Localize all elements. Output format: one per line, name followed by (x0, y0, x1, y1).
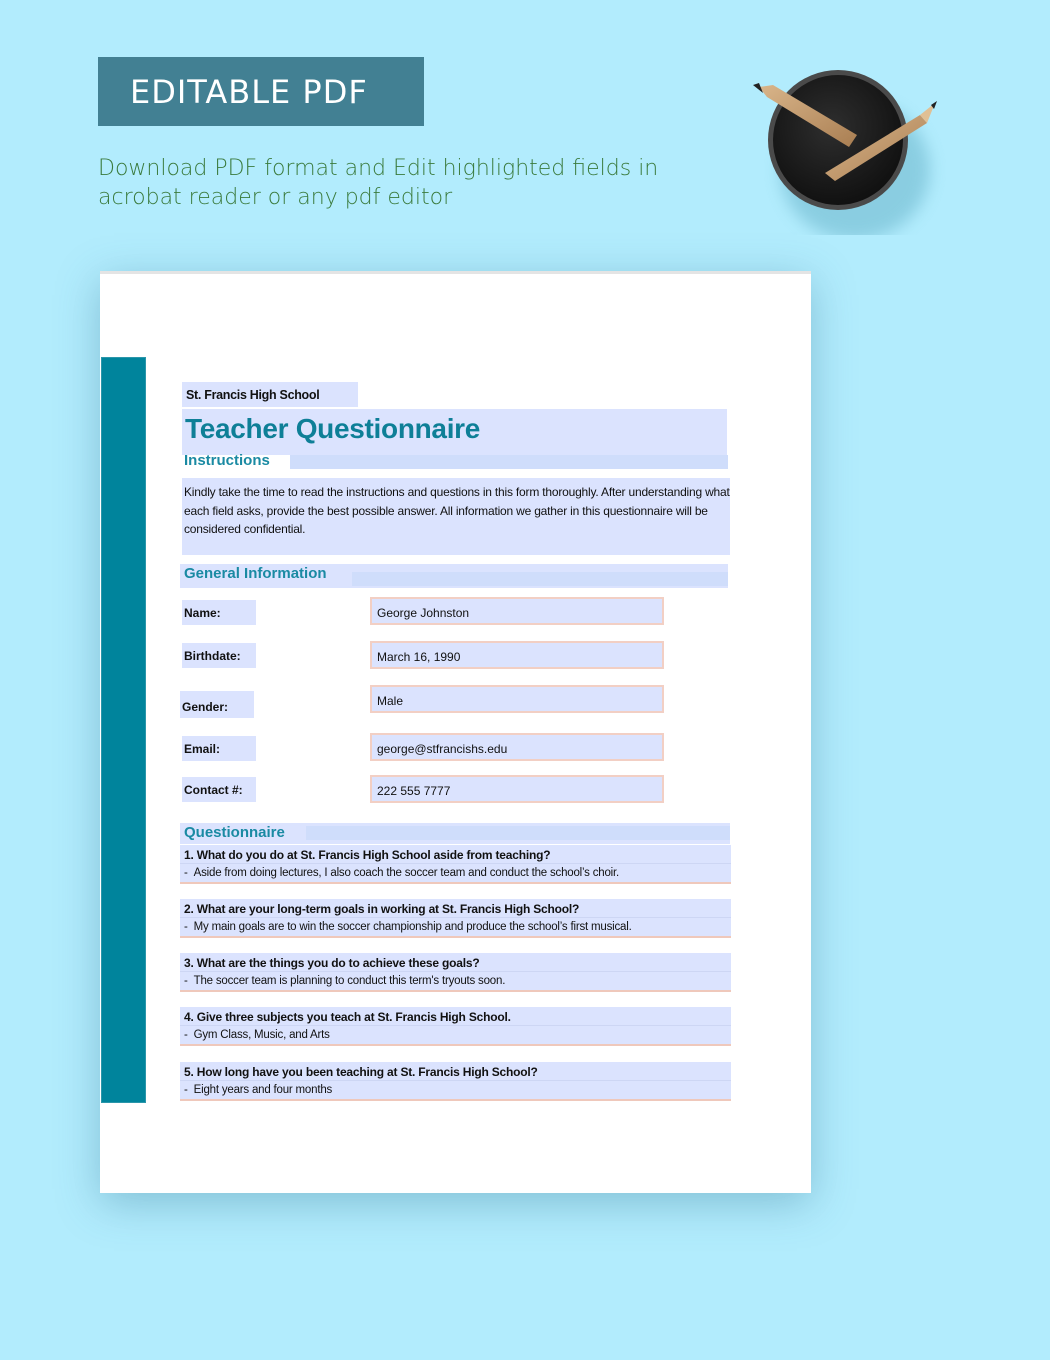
question-text: 3. What are the things you do to achieve these goals? (180, 953, 731, 972)
birthdate-field[interactable]: March 16, 1990 (370, 641, 664, 669)
name-label: Name: (182, 600, 256, 625)
gender-field[interactable]: Male (370, 685, 664, 713)
badge-label: EDITABLE PDF (130, 72, 368, 111)
school-name-field[interactable]: St. Francis High School (182, 382, 358, 407)
question-text: 2. What are your long-term goals in working at St. Francis High School? (180, 899, 731, 918)
instructions-text-field[interactable]: Kindly take the time to read the instructions and questions in this form thoroughly. After understanding what each field asks, provide the best possible answer. All information we gather in this questionnaire will be considered confidential. (182, 478, 730, 555)
answer-dash: - (184, 921, 188, 933)
answer-text: Gym Class, Music, and Arts (193, 1029, 330, 1041)
general-information-heading-label: General Information (184, 565, 327, 582)
document-title[interactable]: Teacher Questionnaire (182, 409, 727, 455)
answer-text: Eight years and four months (193, 1084, 333, 1096)
editable-pdf-badge (98, 57, 424, 126)
question-2 (180, 899, 731, 938)
banner-subtitle: Download PDF format and Edit highlighted fields in acrobat reader or any pdf editor (98, 156, 659, 210)
contact-label: Contact #: (182, 777, 256, 802)
question-text: 4. Give three subjects you teach at St. Francis High School. (180, 1007, 731, 1026)
page-top-rule (100, 271, 811, 274)
email-field[interactable]: george@stfrancishs.edu (370, 733, 664, 761)
answer-field[interactable] (180, 864, 731, 884)
document-page (100, 271, 811, 1193)
question-4 (180, 1007, 731, 1046)
name-field[interactable]: George Johnston (370, 597, 664, 625)
birthdate-label: Birthdate: (182, 643, 256, 668)
question-text: 1. What do you do at St. Francis High School aside from teaching? (180, 845, 731, 864)
answer-text: Aside from doing lectures, I also coach the soccer team and conduct the school’s choir. (193, 867, 620, 879)
heading-underbar (306, 826, 730, 840)
answer-field[interactable] (180, 972, 731, 992)
question-1 (180, 845, 731, 884)
instructions-heading-label: Instructions (184, 452, 270, 469)
heading-underbar (352, 572, 728, 586)
answer-text: The soccer team is planning to conduct this term's tryouts soon. (193, 975, 506, 987)
contact-field[interactable]: 222 555 7777 (370, 775, 664, 803)
teal-side-bar (101, 357, 146, 1103)
general-information-heading (180, 564, 728, 588)
answer-dash: - (184, 975, 188, 987)
questionnaire-heading (180, 823, 730, 844)
answer-dash: - (184, 867, 188, 879)
answer-dash: - (184, 1029, 188, 1041)
email-label: Email: (182, 736, 256, 761)
answer-text: My main goals are to win the soccer championship and produce the school’s first musical. (193, 921, 632, 933)
pencil-cup-icon (745, 65, 965, 235)
heading-underbar (290, 455, 728, 469)
questionnaire-heading-label: Questionnaire (184, 824, 285, 841)
question-3 (180, 953, 731, 992)
answer-dash: - (184, 1084, 188, 1096)
question-5 (180, 1062, 731, 1101)
answer-field[interactable] (180, 918, 731, 938)
answer-field[interactable] (180, 1026, 731, 1046)
gender-label: Gender: (180, 691, 254, 718)
question-text: 5. How long have you been teaching at St. Francis High School? (180, 1062, 731, 1081)
instructions-heading (180, 451, 728, 472)
answer-field[interactable] (180, 1081, 731, 1101)
